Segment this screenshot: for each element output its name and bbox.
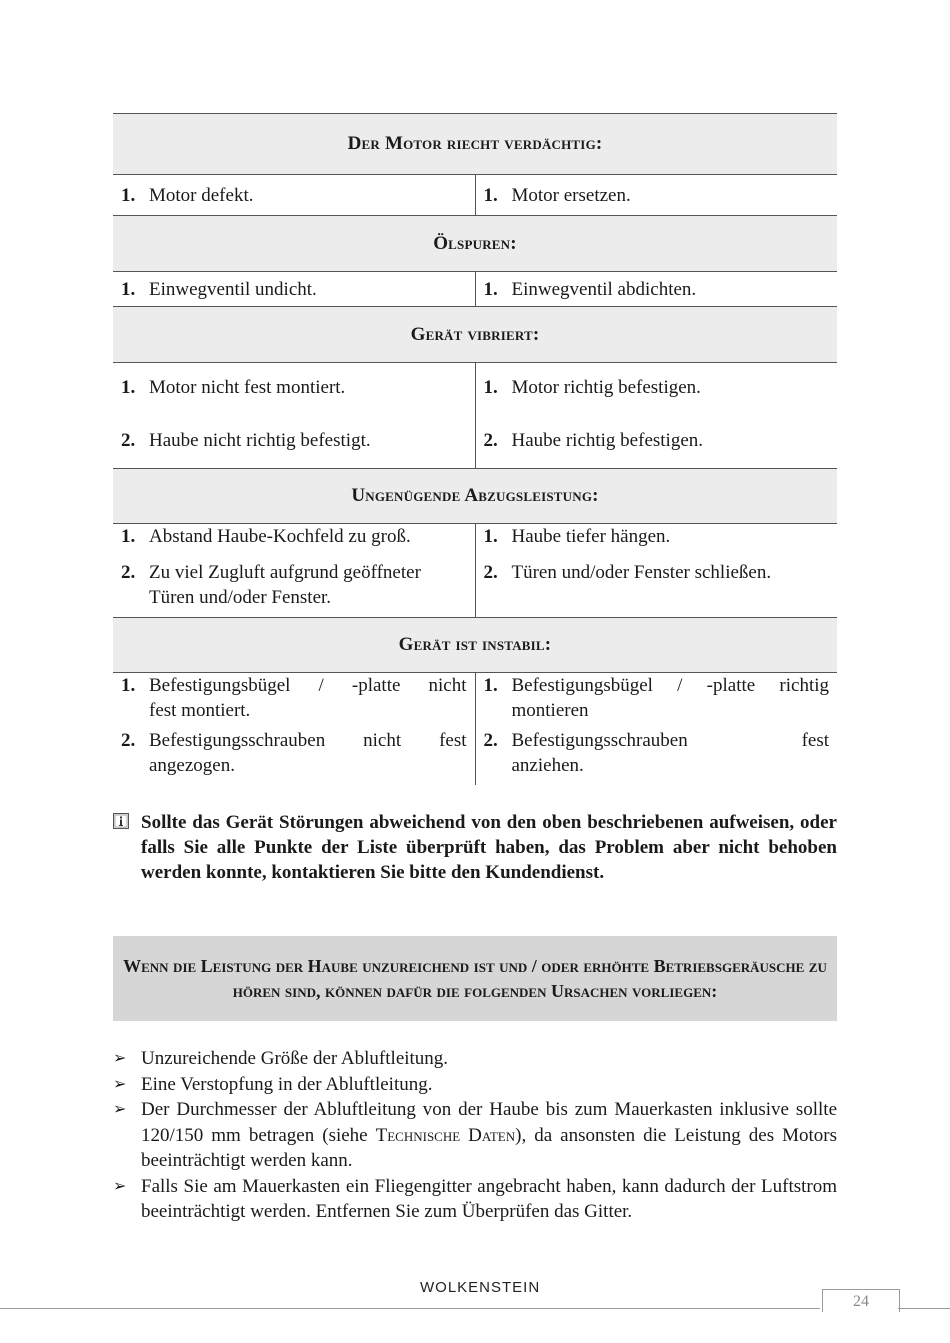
arrow-bullet-icon: ➢ (113, 1177, 127, 1195)
item-text: Befestigungsbügel / -platte nicht fest montiert. (149, 675, 467, 721)
list-item-text: Der Durchmesser der Abluftleitung von der Haube bis zum Mauerkasten inklusive sollte 120/150 mm betragen (siehe Technische Daten), da ansonsten die Leistung des Motors beeinträchtigt werden kann. (141, 1099, 838, 1171)
fix-item (484, 673, 830, 723)
fix-item (484, 277, 830, 302)
cause-item (121, 375, 467, 400)
section-title: Ölspuren: (113, 216, 837, 272)
item-text: Befestigungsbügel / -platte richtig montieren (511, 675, 830, 721)
info-icon (113, 813, 129, 829)
fix-item (484, 728, 830, 778)
section-header-motor-smell (113, 114, 837, 175)
item-number: 1. (121, 526, 136, 547)
cause-item (121, 183, 467, 208)
item-number: 1. (121, 278, 136, 300)
item-text: Befestigungsschrauben nicht fest angezogen. (149, 730, 467, 776)
item-text: Haube nicht richtig befestigt. (149, 430, 371, 451)
list-item (113, 1072, 837, 1098)
section-row (113, 673, 837, 785)
section-row (113, 175, 837, 216)
cause-item (121, 277, 467, 302)
fix-cell (475, 272, 837, 307)
technical-data-reference: Technische Daten (375, 1124, 516, 1146)
cause-item (121, 673, 467, 723)
fix-cell (475, 175, 837, 216)
section-row (113, 524, 837, 618)
item-text: Befestigungsschrauben fest anziehen. (511, 730, 830, 776)
section-title: Gerät ist instabil: (113, 618, 837, 673)
footer-divider (898, 1308, 950, 1309)
cause-item (121, 560, 467, 610)
item-number: 1. (483, 184, 498, 206)
item-text: Motor richtig befestigen. (511, 377, 701, 398)
list-item (113, 1046, 837, 1072)
item-text: Zu viel Zugluft aufgrund geöffneter Türen und/oder Fenster. (149, 562, 421, 608)
item-number: 1. (121, 377, 136, 398)
list-item-text: Unzureichende Größe der Abluftleitung. (141, 1048, 449, 1069)
item-number: 1. (483, 526, 498, 547)
footer-divider (0, 1308, 820, 1309)
section-header-vibration (113, 307, 837, 363)
cause-cell (113, 673, 475, 785)
arrow-bullet-icon: ➢ (113, 1101, 127, 1118)
cause-item (121, 728, 467, 778)
section-header-low-extraction (113, 469, 837, 524)
item-number: 2. (483, 562, 498, 583)
section-header-unstable (113, 618, 837, 673)
cause-cell (113, 363, 475, 469)
fix-item (484, 375, 830, 400)
section-title: Ungenügende Abzugsleistung: (113, 469, 837, 524)
item-number: 1. (121, 675, 136, 696)
item-text: Einwegventil undicht. (149, 278, 317, 300)
fix-item (484, 183, 830, 208)
item-text: Türen und/oder Fenster schließen. (511, 562, 772, 583)
fix-cell (475, 363, 837, 469)
page-number: 24 (822, 1289, 900, 1312)
possible-causes-heading (113, 936, 837, 1021)
note-text: Sollte das Gerät Störungen abweichend von den oben beschriebenen aufweisen, oder falls Sie alle Punkte der Liste überprüft haben, das Problem aber nicht behoben werden konnte, kontaktieren Sie bitte den Kundendienst. (141, 812, 837, 883)
item-text: Motor nicht fest montiert. (149, 377, 346, 398)
cause-cell (113, 175, 475, 216)
item-number: 2. (121, 730, 136, 751)
list-item (113, 1174, 837, 1225)
item-text: Motor ersetzen. (511, 184, 631, 206)
item-text: Einwegventil abdichten. (511, 278, 697, 300)
section-header-oil-traces (113, 216, 837, 272)
arrow-bullet-icon: ➢ (113, 1075, 127, 1093)
item-number: 1. (483, 675, 498, 696)
item-number: 1. (483, 278, 498, 300)
item-text: Motor defekt. (149, 184, 254, 206)
item-number: 2. (483, 730, 498, 751)
cause-item (121, 428, 467, 453)
fix-item (484, 428, 830, 453)
list-item-text: Falls Sie am Mauerkasten ein Fliegengitter angebracht haben, kann dadurch der Luftstrom beeinträchtigt werden. Entfernen Sie zum Überprüfen das Gitter. (141, 1175, 837, 1222)
item-text: Haube richtig befestigen. (511, 430, 704, 451)
cause-cell (113, 524, 475, 618)
section-title: Der Motor riecht verdächtig: (113, 114, 837, 175)
item-number: 2. (483, 430, 498, 451)
service-note (113, 810, 837, 885)
arrow-bullet-icon: ➢ (113, 1050, 127, 1067)
fix-cell (475, 524, 837, 618)
section-row (113, 363, 837, 469)
item-text: Abstand Haube-Kochfeld zu groß. (149, 526, 411, 547)
item-number: 1. (121, 184, 136, 206)
cause-item (121, 524, 467, 549)
item-number: 2. (121, 562, 136, 583)
fix-item (484, 524, 830, 549)
brand-logo: WOLKENSTEIN (420, 1279, 541, 1296)
fix-cell (475, 673, 837, 785)
troubleshooting-table (113, 113, 837, 785)
list-item-text: Eine Verstopfung in der Abluftleitung. (141, 1073, 433, 1095)
list-item (113, 1097, 837, 1174)
section-row (113, 272, 837, 307)
heading-text: Wenn die Leistung der Haube unzureichend ist und / oder erhöhte Betriebsgeräusche zu hören sind, können dafür die folgenden Ursachen vorliegen: (123, 955, 827, 1001)
cause-cell (113, 272, 475, 307)
item-number: 1. (483, 377, 498, 398)
section-title: Gerät vibriert: (113, 307, 837, 363)
fix-item (484, 560, 830, 585)
item-text: Haube tiefer hängen. (511, 526, 671, 547)
causes-list (113, 1046, 837, 1225)
item-number: 2. (121, 430, 136, 451)
